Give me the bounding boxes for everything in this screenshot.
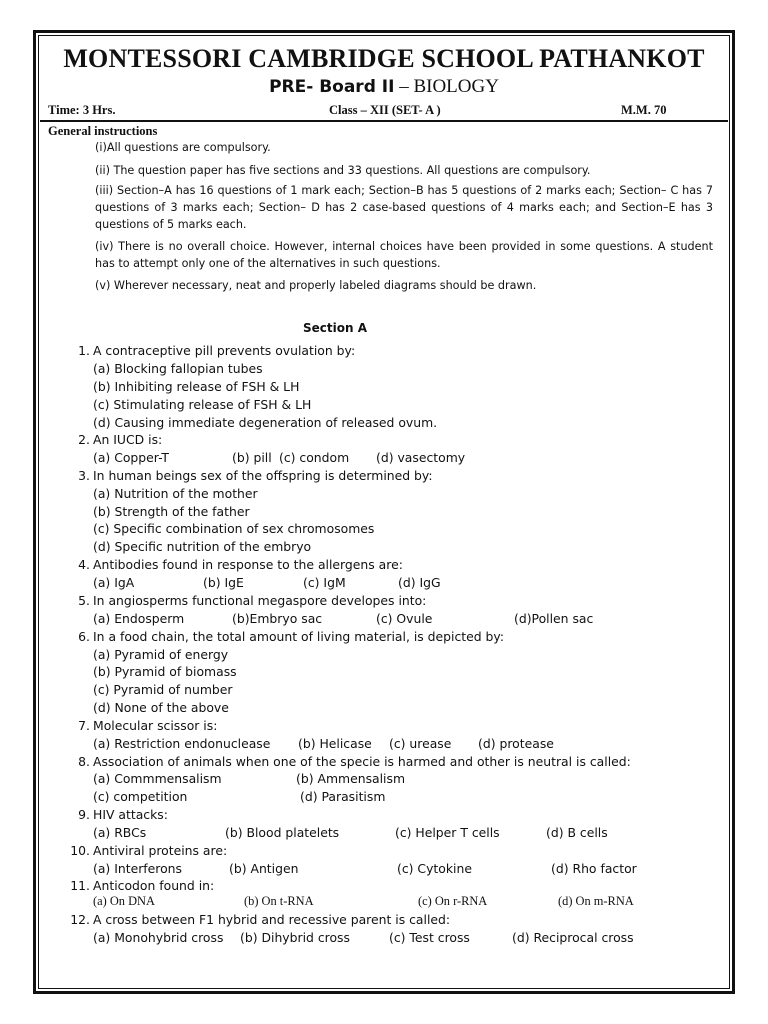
- option: (b) Pyramid of biomass: [93, 664, 237, 679]
- question-text: A contraceptive pill prevents ovulation by:: [93, 343, 356, 358]
- option: (a) Copper-T: [93, 450, 169, 465]
- question-number: 11.: [70, 878, 90, 893]
- option: (d) B cells: [546, 825, 608, 840]
- max-marks-label: M.M. 70: [621, 103, 667, 117]
- question-number: 12.: [70, 912, 90, 927]
- question-text: Anticodon found in:: [93, 878, 215, 893]
- option: (c) IgM: [303, 575, 346, 590]
- question-number: 9.: [78, 807, 90, 822]
- exam-title: [0, 76, 768, 98]
- question-text: In angiosperms functional megaspore developes into:: [93, 593, 427, 608]
- option: (c) Pyramid of number: [93, 682, 233, 697]
- question-number: 3.: [78, 468, 90, 483]
- question-text: Molecular scissor is:: [93, 718, 218, 733]
- question-number: 6.: [78, 629, 90, 644]
- question-number: 4.: [78, 557, 90, 572]
- question-number: 10.: [70, 843, 90, 858]
- option: (b) Ammensalism: [296, 771, 406, 786]
- option: (b) Dihybrid cross: [240, 930, 350, 945]
- instructions-title: General instructions: [48, 124, 158, 138]
- option: (b) Strength of the father: [93, 504, 250, 519]
- question-text: Antiviral proteins are:: [93, 843, 228, 858]
- option: (d) Reciprocal cross: [512, 930, 634, 945]
- option: (b) Antigen: [229, 861, 299, 876]
- option: (b) Helicase: [298, 736, 372, 751]
- option: (d) Specific nutrition of the embryo: [93, 539, 312, 554]
- option: (a) On DNA: [93, 894, 155, 908]
- time-label: Time: 3 Hrs.: [48, 103, 116, 117]
- option: (d)Pollen sac: [514, 611, 594, 626]
- option: (c) On r-RNA: [418, 894, 488, 908]
- option: (a) Endosperm: [93, 611, 185, 626]
- question-text: Association of animals when one of the specie is harmed and other is neutral is called:: [93, 754, 631, 769]
- class-label: Class – XII (SET- A ): [329, 103, 441, 117]
- option: (c) Specific combination of sex chromosomes: [93, 521, 375, 536]
- option: (d) IgG: [398, 575, 441, 590]
- instruction-item: (i)All questions are compulsory.: [95, 141, 271, 154]
- option: (a) RBCs: [93, 825, 147, 840]
- option: (d) Causing immediate degeneration of released ovum.: [93, 415, 438, 430]
- option: (c) Helper T cells: [395, 825, 500, 840]
- question-text: In human beings sex of the offspring is determined by:: [93, 468, 433, 483]
- option: (a) Pyramid of energy: [93, 647, 229, 662]
- option: (c) condom: [279, 450, 350, 465]
- option: (b) pill: [232, 450, 272, 465]
- instruction-item: (ii) The question paper has five sections and 33 questions. All questions are compulsory.: [95, 164, 591, 177]
- option: (d) Rho factor: [551, 861, 637, 876]
- option: (b) On t-RNA: [244, 894, 314, 908]
- option: (c) Stimulating release of FSH & LH: [93, 397, 312, 412]
- option: (a) Blocking fallopian tubes: [93, 361, 263, 376]
- option: (a) Nutrition of the mother: [93, 486, 258, 501]
- option: (a) IgA: [93, 575, 135, 590]
- option: (b) IgE: [203, 575, 244, 590]
- option: (c) urease: [389, 736, 452, 751]
- option: (a) Restriction endonuclease: [93, 736, 271, 751]
- option: (a) Commmensalism: [93, 771, 222, 786]
- question-text: In a food chain, the total amount of living material, is depicted by:: [93, 629, 505, 644]
- option: (d) On m-RNA: [558, 894, 634, 908]
- option: (d) vasectomy: [376, 450, 466, 465]
- question-number: 7.: [78, 718, 90, 733]
- exam-name: PRE- Board II: [269, 77, 395, 97]
- option: (d) Parasitism: [300, 789, 386, 804]
- exam-dash: –: [394, 76, 414, 97]
- instruction-item: (v) Wherever necessary, neat and properly labeled diagrams should be drawn.: [95, 279, 537, 292]
- question-number: 2.: [78, 432, 90, 447]
- question-number: 5.: [78, 593, 90, 608]
- header-divider: [40, 120, 728, 122]
- option: (c) Ovule: [376, 611, 433, 626]
- option: (b)Embryo sac: [232, 611, 323, 626]
- option: (c) Cytokine: [397, 861, 472, 876]
- question-text: A cross between F1 hybrid and recessive parent is called:: [93, 912, 451, 927]
- option: (c) competition: [93, 789, 188, 804]
- subject-name: BIOLOGY: [413, 76, 499, 97]
- school-name: MONTESSORI CAMBRIDGE SCHOOL PATHANKOT: [63, 44, 705, 73]
- option: (b) Inhibiting release of FSH & LH: [93, 379, 300, 394]
- question-text: An IUCD is:: [93, 432, 163, 447]
- question-number: 8.: [78, 754, 90, 769]
- option: (a) Interferons: [93, 861, 182, 876]
- option: (d) None of the above: [93, 700, 229, 715]
- question-text: HIV attacks:: [93, 807, 168, 822]
- question-number: 1.: [78, 343, 90, 358]
- option: (b) Blood platelets: [225, 825, 340, 840]
- option: (c) Test cross: [389, 930, 470, 945]
- question-text: Antibodies found in response to the allergens are:: [93, 557, 403, 572]
- instruction-item: (iii) Section–A has 16 questions of 1 mark each; Section–B has 5 questions of 2 marks each; Section– C has 7 questions of 3 marks each; Section– D has 2 case-based questions of 4 marks each; and Section–E has 3 questions of 5 marks each.: [95, 184, 713, 231]
- instruction-item: (iv) There is no overall choice. However, internal choices have been provided in some questions. A student has to attempt only one of the alternatives in such questions.: [95, 240, 713, 270]
- section-heading: Section A: [303, 321, 367, 335]
- option: (a) Monohybrid cross: [93, 930, 224, 945]
- option: (d) protease: [478, 736, 554, 751]
